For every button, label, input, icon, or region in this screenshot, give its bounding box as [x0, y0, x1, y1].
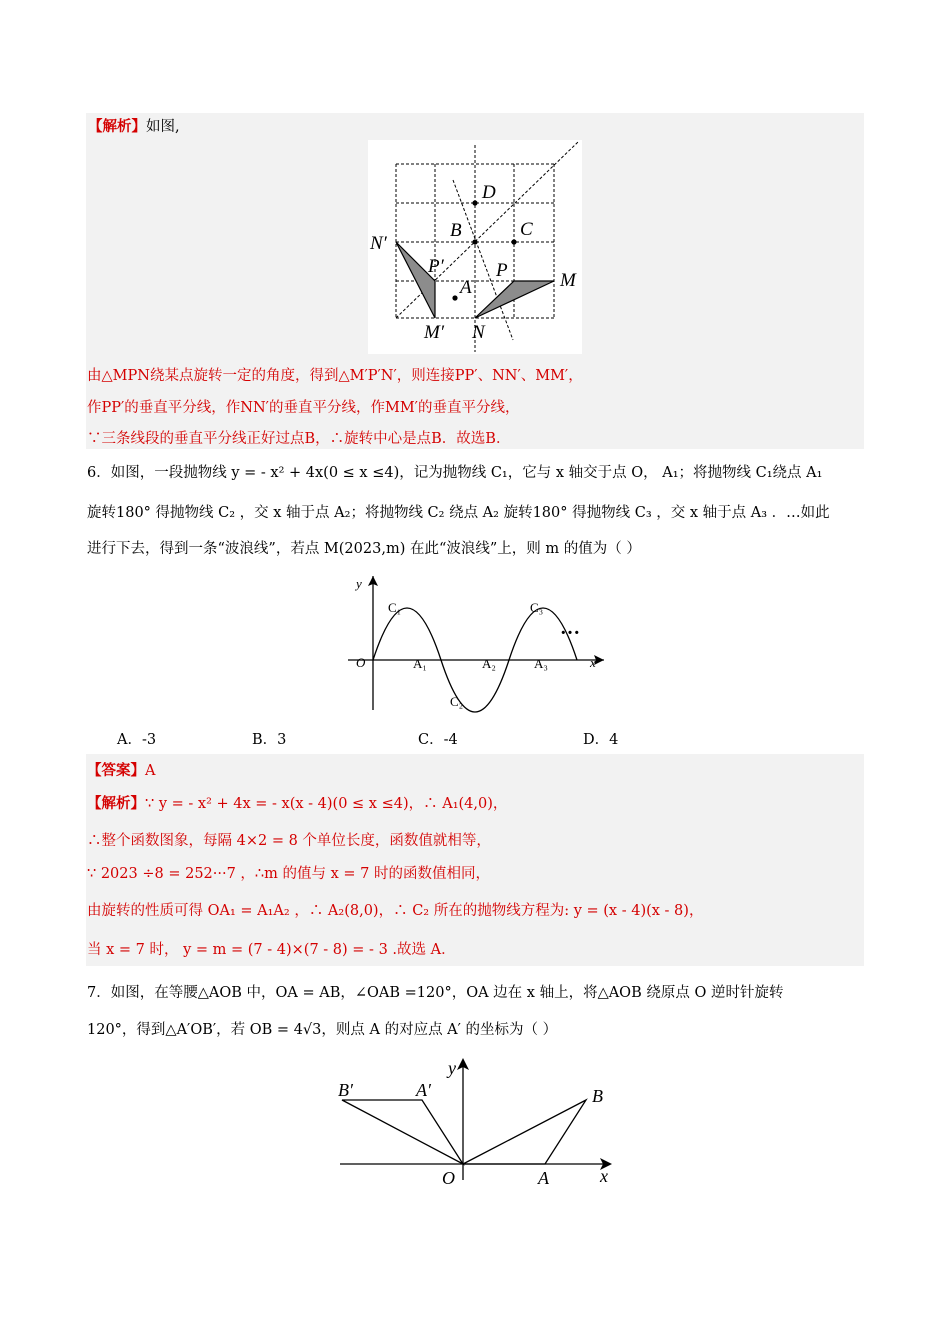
option-b: B．3 — [252, 732, 287, 748]
origin-label-q7: O — [442, 1168, 455, 1188]
label-c1: C₁ — [388, 600, 402, 615]
triangle-figure — [330, 1052, 620, 1192]
analysis-tag-2: 【解析】 — [87, 795, 145, 812]
point-b — [472, 239, 477, 244]
question-6-line-1: 6．如图，一段抛物线 y = - x² + 4x(0 ≤ x ≤4)，记为抛物线 C₁，它与 x 轴交于点 O， A₁；将抛物线 C₁绕点 A₁ — [87, 465, 823, 481]
wave-figure — [346, 570, 616, 715]
solution-6-line-4: 由旋转的性质可得 OA₁ = A₁A₂ ，∴ A₂(8,0)，∴ C₂ 所在的抛物线方程为: y = (x - 4)(x - 8)， — [87, 903, 704, 919]
label-d: D — [482, 182, 496, 203]
label-m-prime: M′ — [424, 322, 444, 343]
label-b-prime: B′ — [338, 1080, 353, 1100]
question-7-line-1: 7．如图，在等腰△AOB 中，OA = AB，∠OAB =120°，OA 边在 x 轴上，将△AOB 绕原点 O 逆时针旋转 — [87, 985, 784, 1001]
solution-5-line-3: ∵三条线段的垂直平分线正好过点B，∴旋转中心是点B．故选B． — [87, 431, 511, 447]
point-c — [511, 239, 516, 244]
label-m: M — [560, 270, 576, 291]
answer-line — [87, 761, 155, 781]
label-a2: A₂ — [482, 656, 496, 671]
label-b-q7: B — [592, 1086, 603, 1106]
question-6-line-3: 进行下去，得到一条“波浪线”，若点 M(2023,m) 在此“波浪线”上，则 m 的值为（ ） — [87, 541, 641, 557]
origin-label: O — [356, 655, 366, 670]
option-a: A．-3 — [117, 732, 157, 748]
solution-6-line-1 — [87, 794, 507, 814]
point-d — [472, 200, 477, 205]
axis-x-label: x — [590, 655, 596, 670]
solution-6-line-1-text: ∵ y = - x² + 4x = - x(x - 4)(0 ≤ x ≤4)，∴ A₁(4,0)， — [145, 796, 508, 812]
axis-x-label-q7: x — [600, 1166, 608, 1186]
point-a — [452, 295, 457, 300]
question-6-line-2: 旋转180° 得抛物线 C₂ ，交 x 轴于点 A₂；将抛物线 C₂ 绕点 A₂ 旋转180° 得抛物线 C₃ ，交 x 轴于点 A₃ ．…如此 — [87, 505, 830, 521]
solution-6-line-5: 当 x = 7 时， y = m = (7 - 4)×(7 - 8) = - 3 .故选 A． — [87, 942, 456, 958]
solution-5-line-1: 由△MPN绕某点旋转一定的角度，得到△M′P′N′，则连接PP′、NN′、MM′， — [87, 368, 583, 384]
ellipsis: … — [560, 617, 580, 639]
solution-5-header — [88, 115, 180, 136]
label-b: B — [450, 220, 462, 241]
analysis-intro: 如图, — [146, 119, 180, 135]
label-p: P — [496, 260, 508, 281]
label-a3: A₃ — [534, 656, 548, 671]
label-c: C — [520, 219, 533, 240]
solution-6-panel — [86, 754, 864, 966]
label-a: A — [460, 277, 472, 298]
option-c: C．-4 — [418, 732, 458, 748]
analysis-tag: 【解析】 — [88, 118, 146, 135]
solution-6-line-3: ∵ 2023 ÷8 = 252···7 ，∴m 的值与 x = 7 时的函数值相同， — [87, 866, 490, 882]
label-n-prime: N′ — [370, 233, 387, 254]
label-a-prime: A′ — [416, 1080, 431, 1100]
label-a1: A₁ — [413, 656, 427, 671]
axis-y-label: y — [356, 576, 362, 591]
answer-tag: 【答案】 — [87, 762, 145, 779]
label-a-q7: A — [538, 1168, 549, 1188]
rotation-figure — [368, 140, 582, 354]
solution-5-line-2: 作PP′的垂直平分线，作NN′的垂直平分线，作MM′的垂直平分线， — [87, 400, 520, 416]
label-c3: C₃ — [530, 600, 544, 615]
label-p-prime: P′ — [428, 256, 444, 277]
solution-6-line-2: ∴整个函数图象，每隔 4×2 = 8 个单位长度，函数值就相等， — [87, 833, 491, 849]
axis-y-label-q7: y — [448, 1058, 456, 1078]
answer-value: A — [145, 763, 156, 779]
label-c2: C₂ — [450, 694, 464, 709]
label-n: N — [472, 322, 485, 343]
question-7-line-2: 120°，得到△A′OB′，若 OB = 4√3，则点 A 的对应点 A′ 的坐标为（ ） — [87, 1022, 558, 1038]
option-d: D．4 — [583, 732, 619, 748]
